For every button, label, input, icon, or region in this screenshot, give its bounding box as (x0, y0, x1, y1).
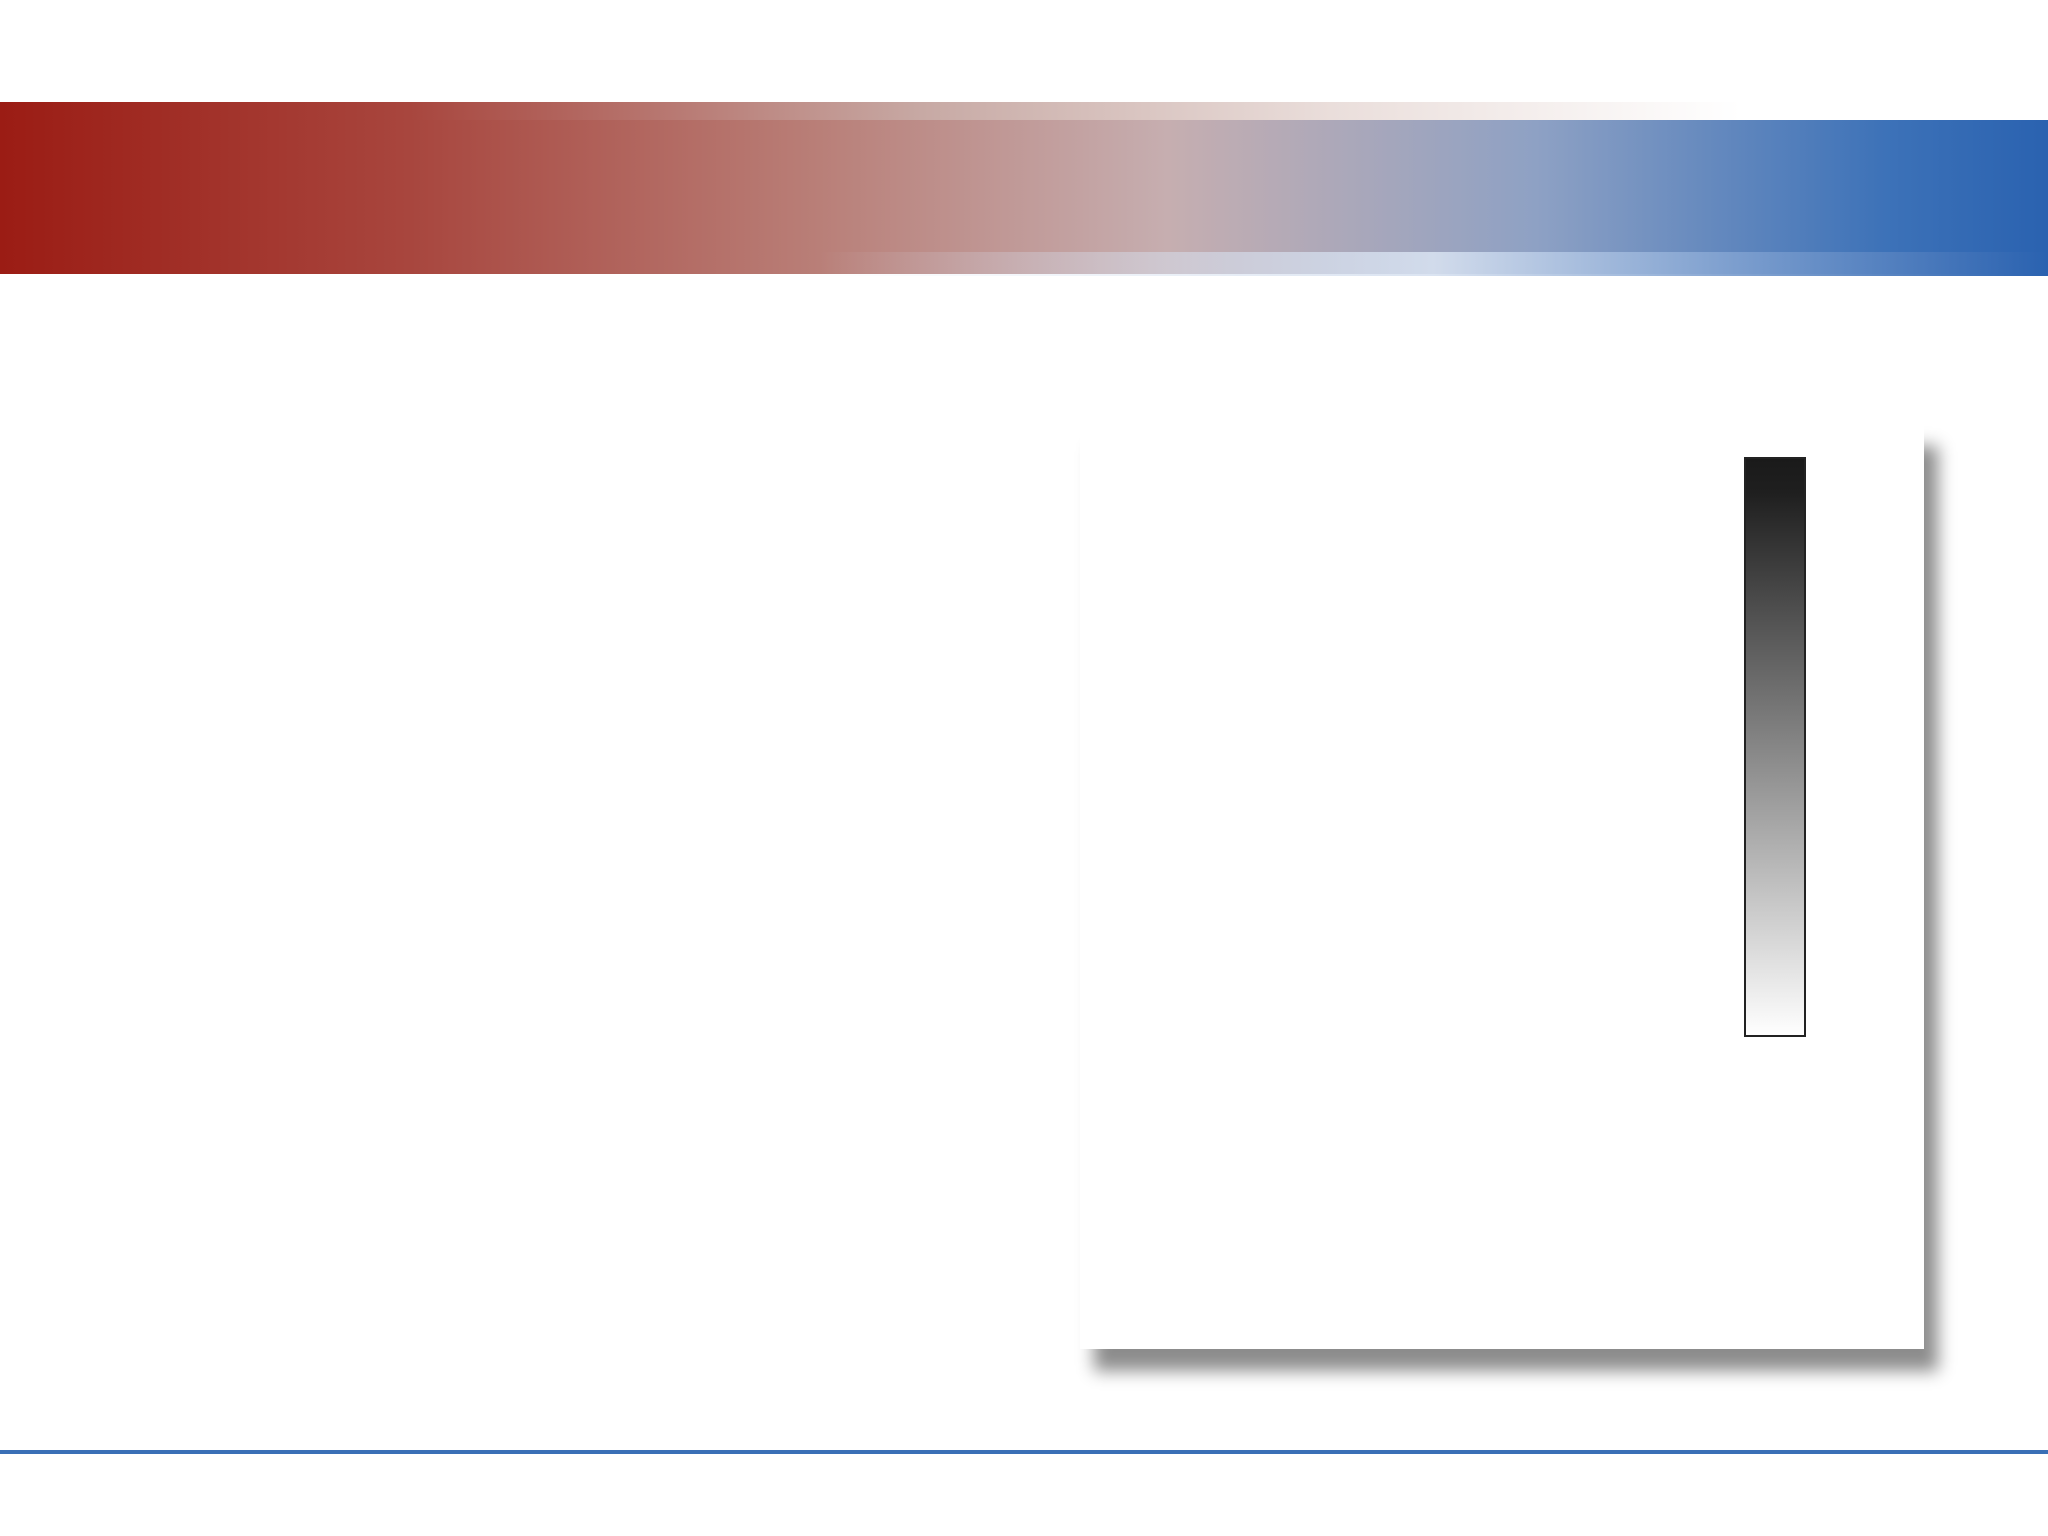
bullet-diamond-icon (140, 648, 174, 682)
title-bottom-band (0, 252, 2048, 276)
bullet-diamond-icon (140, 773, 174, 807)
bullet-item (140, 761, 226, 807)
colorbar (1745, 458, 1805, 1036)
bullet-item (140, 936, 226, 982)
title-bar (0, 102, 2048, 274)
bullet-diamond-icon (124, 300, 168, 344)
figure-panel (1080, 424, 1924, 1349)
outlier-scatter-plot (1080, 424, 1924, 1104)
bullet-diamond-icon (140, 512, 174, 546)
footer-divider (0, 1450, 2048, 1454)
subheading (124, 300, 200, 344)
bullet-item (140, 636, 226, 682)
title-band (0, 120, 2048, 274)
bullet-diamond-icon (140, 948, 174, 982)
bullet-item (140, 500, 226, 546)
